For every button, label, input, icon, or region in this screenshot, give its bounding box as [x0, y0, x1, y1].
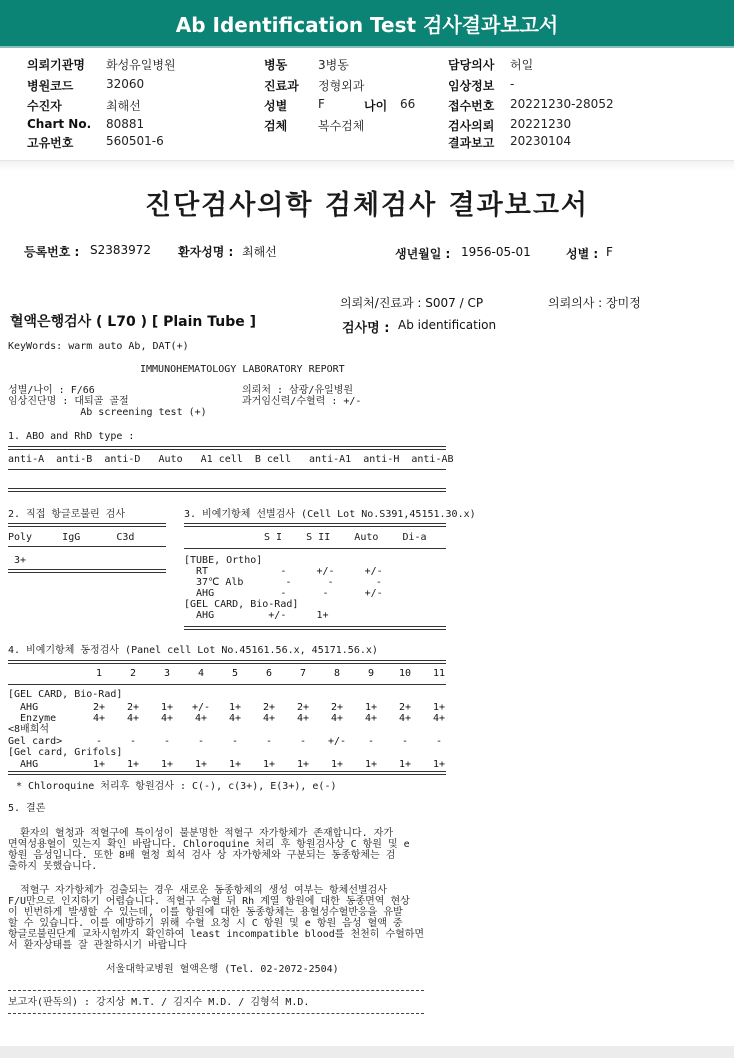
panel-cell: 2+ — [262, 702, 276, 713]
panel-col-header: 2 — [129, 668, 137, 679]
reporter-rule-top — [8, 990, 424, 991]
panel-cell: +/- — [327, 736, 347, 747]
panel-col-header: 6 — [265, 668, 273, 679]
field-value-physician: 허일 — [510, 58, 534, 72]
panel-col-header: 5 — [231, 668, 239, 679]
panel-cell: 4+ — [296, 713, 310, 724]
panel-col-header: 10 — [398, 668, 412, 679]
field-value-hospital-code: 32060 — [106, 77, 145, 91]
reg-no-label: 등록번호 : — [24, 245, 80, 259]
conclusion-paragraph-1: 환자의 혈청과 적혈구에 특이성이 불분명한 적혈구 자가항체가 존재합니다. 자가 면역성용혈이 있는지 확인 바랍니다. Chloroquine 처리 후 항원검사상 C 항원 및 e 항원 음성입니다. 또한 8배 혈청 희석 검사 상 자가항체와 구분되는 동종항체는 검 출하지 못했습니다. — [8, 828, 410, 872]
panel-cell: 1+ — [228, 702, 242, 713]
panel-cell: 4+ — [92, 713, 106, 724]
section1-rule-bottom — [8, 488, 446, 492]
patient-info-left: 성별/나이 : F/66 임상진단명 : 대퇴골 골절 Ab screening test (+) — [8, 385, 207, 418]
field-label-age: 나이 — [364, 99, 388, 113]
banner-title: Ab Identification Test 검사결과보고서 — [175, 13, 559, 37]
panel-row-label: AHG — [8, 702, 39, 713]
section3-title: 3. 비예기항체 선별검사 (Cell Lot No.S391,45151.30.x) — [184, 509, 476, 520]
conclusion-paragraph-2: 적혈구 자가항체가 검출되는 경우 새로운 동종항체의 생성 여부는 항체선별검사 F/U만으로 인지하기 어렵습니다. 적혈구 수혈 뒤 Rh 계열 항원에 대한 동종면역 현상 이 빈번하게 발생할 수 있는데, 이를 항원에 대한 동종항체는 용혈성수혈반응을 유발 할 수 있습니다. 이를 예방하기 위해 수혈 요청 시 C 항원 및 e 항원 음성 혈액 중 항글로불린단계 교차시험까지 확인하여 least incompatible blood를 천천히 수혈하면 서 환자상태를 잘 관찰하시기 바랍니다 — [8, 885, 425, 951]
section4-title: 4. 비예기항체 동정검사 (Panel cell Lot No.45161.56.x, 45171.56.x) — [8, 645, 378, 656]
field-value-sex: F — [318, 97, 325, 111]
panel-cell: 4+ — [126, 713, 140, 724]
blood-bank-info: 서울대학교병원 혈액은행 (Tel. 02-2072-2504) — [106, 964, 339, 975]
field-value-request-date: 20221230 — [510, 117, 572, 131]
section1-title: 1. ABO and RhD type : — [8, 431, 135, 442]
panel-cell: - — [129, 736, 137, 747]
section2-value: 3+ — [8, 555, 27, 566]
field-label-patient: 수진자 — [27, 99, 62, 113]
field-value-unique-no: 560501-6 — [106, 134, 164, 148]
section4-rule-top — [8, 660, 446, 664]
panel-col-header: 7 — [299, 668, 307, 679]
section2-title: 2. 직접 항글로불린 검사 — [8, 509, 126, 520]
panel-cell: - — [163, 736, 171, 747]
panel-col-header: 11 — [432, 668, 446, 679]
panel-cell: 2+ — [92, 702, 106, 713]
field-value-hospital: 화성유일병원 — [106, 58, 176, 72]
field-value-clinical-info: - — [510, 77, 515, 91]
panel-cell: 4+ — [194, 713, 208, 724]
section2-rule-top — [8, 523, 166, 527]
panel-cell: - — [435, 736, 443, 747]
panel-cell: 1+ — [126, 759, 140, 770]
sex-label: 성별 : — [566, 247, 599, 261]
dob-value: 1956-05-01 — [461, 245, 531, 259]
exam-title: 혈액은행검사 ( L70 ) [ Plain Tube ] — [10, 314, 257, 330]
section5-title: 5. 결론 — [8, 803, 46, 814]
panel-cell: 4+ — [398, 713, 412, 724]
panel-row-label: [Gel card, Grifols] — [8, 747, 123, 758]
panel-cell: 4+ — [330, 713, 344, 724]
field-label-hospital: 의뢰기관명 — [27, 58, 85, 72]
panel-cell: 1+ — [160, 759, 174, 770]
panel-cell: - — [367, 736, 375, 747]
patient-info-right: 의뢰처 : 삼광/유일병원 과거임신력/수혈력 : +/- — [242, 385, 362, 407]
panel-cell: 4+ — [262, 713, 276, 724]
field-value-specimen: 복수검체 — [318, 119, 365, 133]
patient-name-label: 환자성명 : — [178, 245, 234, 259]
panel-cell: - — [401, 736, 409, 747]
panel-cell: 1+ — [92, 759, 106, 770]
panel-cell: - — [265, 736, 273, 747]
field-label-hospital-code: 병원코드 — [27, 79, 74, 93]
panel-cell: 1+ — [432, 759, 446, 770]
section1-rule-mid — [8, 469, 446, 470]
keywords: KeyWords: warm auto Ab, DAT(+) — [8, 341, 189, 352]
section-divider — [0, 160, 734, 171]
panel-row-label: AHG — [8, 759, 39, 770]
page-footer-bar — [0, 1046, 734, 1058]
panel-cell: 1+ — [228, 759, 242, 770]
field-label-sex: 성별 — [264, 99, 288, 113]
field-value-department: 정형외과 — [318, 79, 365, 93]
panel-cell: 1+ — [364, 702, 378, 713]
panel-cell: +/- — [191, 702, 211, 713]
section2-rule-bottom — [8, 569, 166, 573]
section2-header: Poly IgG C3d — [8, 532, 135, 543]
field-label-report-date: 결과보고 — [448, 136, 495, 150]
section3-body: [TUBE, Ortho] RT - +/- +/- 37℃ Alb - - - AHG - - +/- [GEL CARD, Bio-Rad] AHG +/- 1+ — [184, 555, 383, 621]
panel-cell: 4+ — [228, 713, 242, 724]
field-label-unique-no: 고유번호 — [27, 136, 74, 150]
section3-rule-mid — [184, 548, 446, 549]
panel-cell: 4+ — [432, 713, 446, 724]
panel-cell: - — [95, 736, 103, 747]
field-value-report-date: 20230104 — [510, 134, 572, 148]
panel-cell: - — [197, 736, 205, 747]
panel-row-label: Gel card> — [8, 736, 63, 747]
panel-cell: - — [231, 736, 239, 747]
panel-cell: 2+ — [330, 702, 344, 713]
reporter-line: 보고자(판독의) : 강지상 M.T. / 김지수 M.D. / 김형석 M.D. — [8, 997, 310, 1008]
field-label-specimen: 검체 — [264, 119, 288, 133]
panel-cell: 2+ — [126, 702, 140, 713]
panel-cell: 1+ — [160, 702, 174, 713]
panel-row-label: [GEL CARD, Bio-Rad] — [8, 689, 123, 700]
panel-cell: 1+ — [330, 759, 344, 770]
sex-value: F — [606, 245, 613, 259]
dept-info: 의뢰처/진료과 : S007 / CP — [340, 296, 484, 310]
section1-rule-top — [8, 446, 446, 450]
chloroquine-note: * Chloroquine 처리후 항원검사 : C(-), c(3+), E(3+), e(-) — [16, 781, 337, 792]
banner-underline — [0, 46, 734, 48]
field-value-chart-no: 80881 — [106, 117, 145, 131]
panel-cell: 2+ — [296, 702, 310, 713]
panel-cell: 1+ — [296, 759, 310, 770]
requesting-doctor: 의뢰의사 : 장미정 — [548, 296, 641, 310]
reporter-rule-bottom — [8, 1013, 424, 1014]
field-label-chart-no: Chart No. — [27, 117, 92, 131]
section3-rule-top — [184, 523, 446, 527]
panel-row-label: Enzyme — [8, 713, 57, 724]
section1-header: anti-A anti-B anti-D Auto A1 cell B cell anti-A1 anti-H anti-AB — [8, 454, 454, 465]
section3-rule-bottom — [184, 626, 446, 630]
panel-cell: 2+ — [398, 702, 412, 713]
panel-col-header: 3 — [163, 668, 171, 679]
report-title: 진단검사의학 검체검사 결과보고서 — [144, 190, 590, 221]
panel-cell: 1+ — [398, 759, 412, 770]
panel-cell: 1+ — [194, 759, 208, 770]
report-banner — [0, 0, 734, 46]
panel-col-header: 8 — [333, 668, 341, 679]
section3-header: S I S II Auto Di-a — [264, 532, 427, 543]
exam-name-label: 검사명 : — [342, 321, 390, 336]
panel-col-header: 9 — [367, 668, 375, 679]
field-label-department: 진료과 — [264, 79, 299, 93]
section4-rule-bottom — [8, 771, 446, 775]
panel-cell: 4+ — [364, 713, 378, 724]
field-value-receipt-no: 20221230-28052 — [510, 97, 614, 111]
panel-col-header: 4 — [197, 668, 205, 679]
reg-no-value: S2383972 — [90, 243, 152, 257]
panel-col-header: 1 — [95, 668, 103, 679]
field-label-request-date: 검사의뢰 — [448, 119, 495, 133]
section4-rule-mid — [8, 684, 446, 685]
field-label-physician: 담당의사 — [448, 58, 495, 72]
dob-label: 생년월일 : — [395, 247, 451, 261]
section2-rule-mid — [8, 546, 166, 547]
field-value-patient: 최해선 — [106, 99, 141, 113]
lab-report-title: IMMUNOHEMATOLOGY LABORATORY REPORT — [140, 364, 345, 375]
panel-row-label: <8배희석 — [8, 724, 50, 735]
panel-cell: - — [299, 736, 307, 747]
panel-cell: 1+ — [364, 759, 378, 770]
exam-name-value: Ab identification — [398, 318, 497, 332]
field-label-receipt-no: 접수번호 — [448, 99, 495, 113]
patient-name-value: 최해선 — [242, 245, 277, 259]
panel-cell: 1+ — [262, 759, 276, 770]
field-label-ward: 병동 — [264, 58, 288, 72]
field-value-ward: 3병동 — [318, 58, 349, 72]
field-value-age: 66 — [400, 97, 416, 111]
field-label-clinical-info: 임상정보 — [448, 79, 495, 93]
panel-cell: 1+ — [432, 702, 446, 713]
panel-cell: 4+ — [160, 713, 174, 724]
